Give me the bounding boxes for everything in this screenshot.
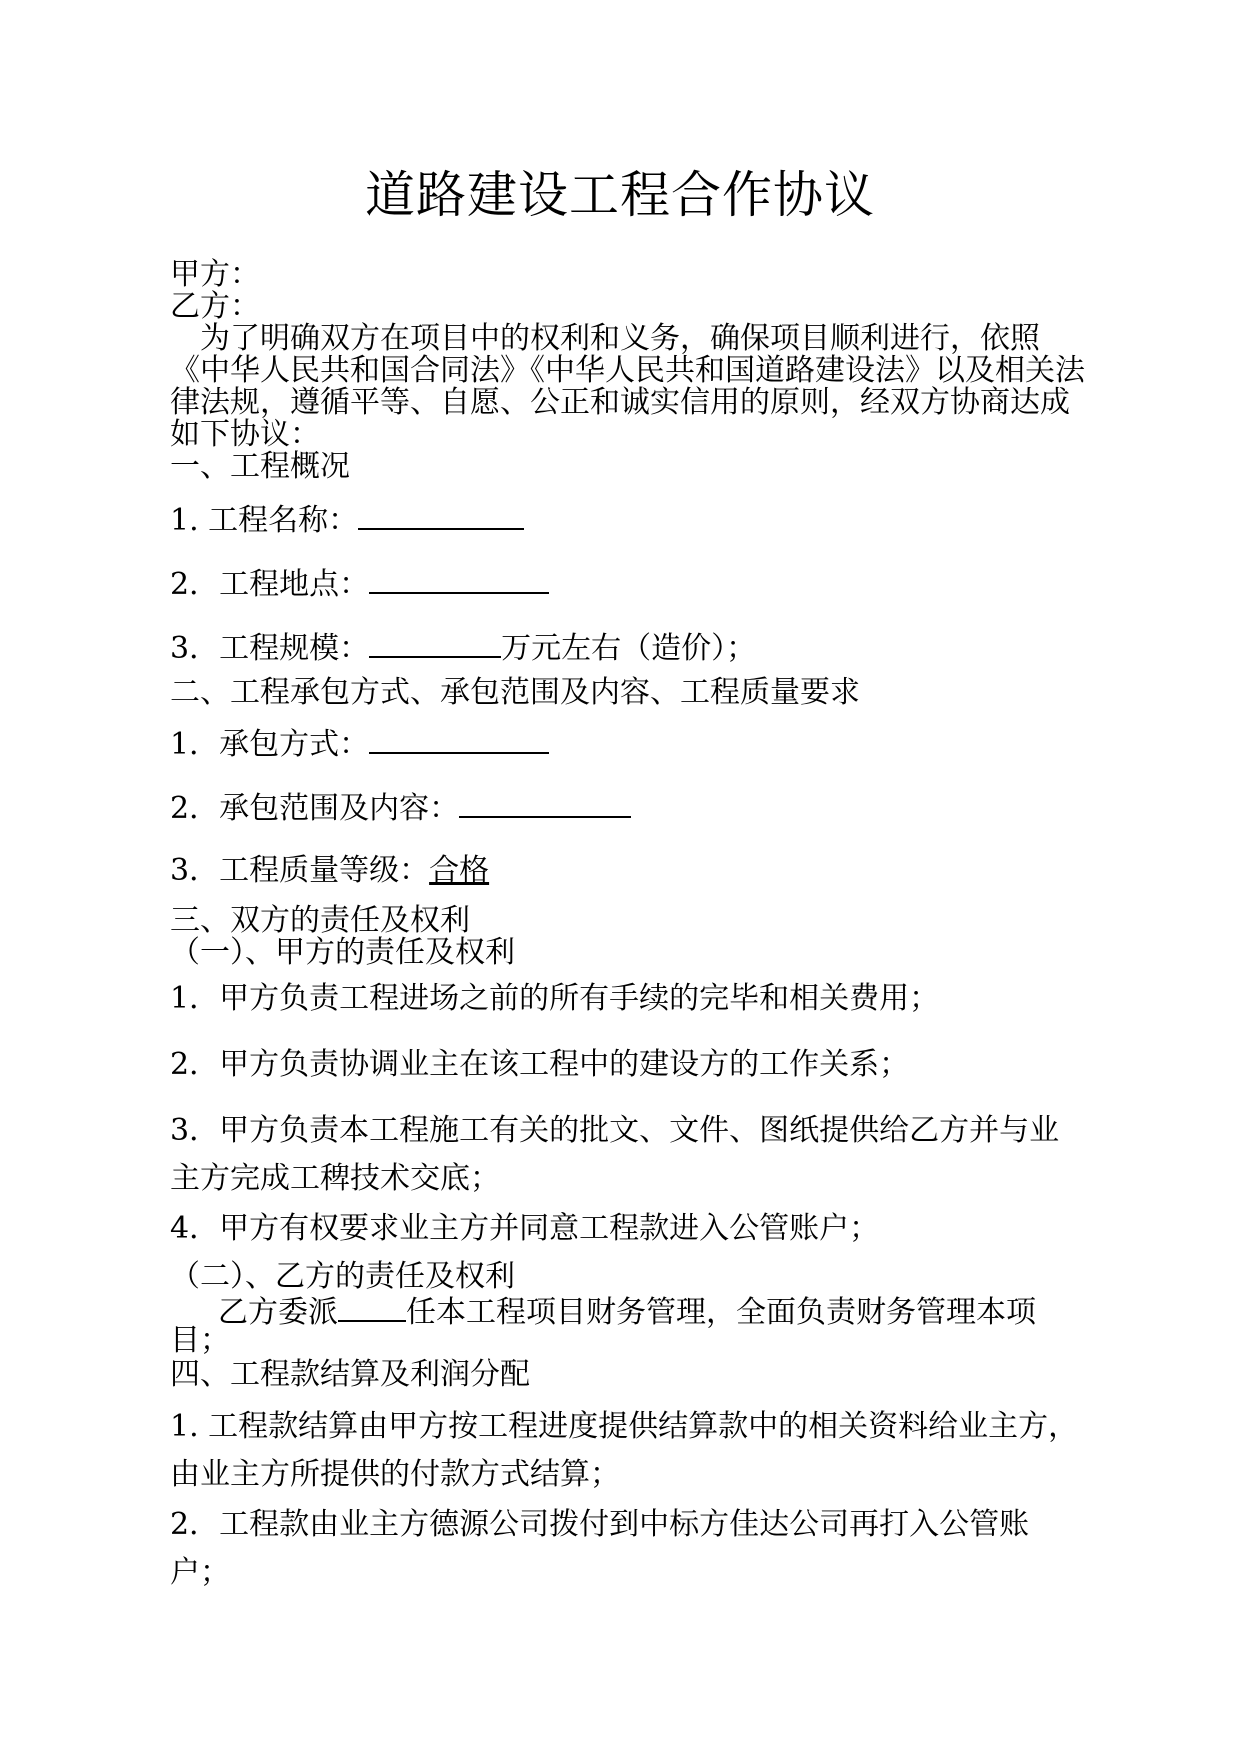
preamble-line-4: 如下协议：	[170, 417, 320, 452]
party-a-duty-1: 1．甲方负责工程进场之前的所有手续的完毕和相关费用；	[170, 981, 940, 1016]
project-location-label: 2．工程地点：	[170, 567, 370, 602]
quality-grade-value: 合格	[429, 853, 490, 888]
section-1-heading: 一、工程概况	[170, 449, 350, 484]
document-title: 道路建设工程合作协议	[365, 166, 875, 224]
contract-method-blank	[369, 722, 549, 754]
quality-grade-label: 3．工程质量等级：	[170, 853, 430, 888]
party-b-duties-heading: （二）、乙方的责任及权利	[170, 1259, 515, 1294]
project-scale-suffix: 万元左右（造价）；	[501, 631, 757, 666]
project-scale-label: 3．工程规模：	[170, 631, 370, 666]
contract-method-row	[170, 722, 549, 764]
preamble-line-1: 为了明确双方在项目中的权利和义务，确保项目顺利进行，依照	[200, 321, 1040, 356]
party-b-duty-before: 乙方委派	[218, 1295, 338, 1330]
settlement-item-1-cont: 由业主方所提供的付款方式结算；	[170, 1457, 620, 1492]
project-name-blank	[358, 498, 524, 530]
preamble-line-3: 律法规，遵循平等、自愿、公正和诚实信用的原则，经双方协商达成	[170, 385, 1070, 420]
settlement-item-2: 2．工程款由业主方德源公司拨付到中标方佳达公司再打入公管账	[170, 1507, 1030, 1542]
section-2-heading: 二、工程承包方式、承包范围及内容、工程质量要求	[170, 675, 860, 710]
contract-scope-label: 2．承包范围及内容：	[170, 791, 460, 826]
project-name-label: 1. 工程名称：	[170, 503, 359, 538]
project-name-row	[170, 498, 524, 540]
party-a-duty-3: 3．甲方负责本工程施工有关的批文、文件、图纸提供给乙方并与业	[170, 1113, 1060, 1148]
contract-scope-blank	[459, 786, 631, 818]
project-scale-row	[170, 626, 756, 668]
section-3-heading: 三、双方的责任及权利	[170, 903, 470, 938]
section-4-heading: 四、工程款结算及利润分配	[170, 1357, 530, 1392]
project-scale-blank	[369, 626, 501, 658]
contract-method-label: 1．承包方式：	[170, 727, 370, 762]
party-b-appointee-blank	[338, 1290, 406, 1322]
party-b-duty-row	[218, 1290, 1036, 1332]
party-b-duty-cont: 目；	[170, 1323, 230, 1358]
project-location-blank	[369, 562, 549, 594]
project-location-row	[170, 562, 549, 604]
party-b-duty-after: 任本工程项目财务管理，全面负责财务管理本项	[406, 1295, 1036, 1330]
party-a-duties-heading: （一）、甲方的责任及权利	[170, 935, 515, 970]
contract-scope-row	[170, 786, 631, 828]
party-a-duty-3-cont: 主方完成工稗技术交底；	[170, 1161, 500, 1196]
preamble-line-2: 《中华人民共和国合同法》《中华人民共和国道路建设法》以及相关法	[170, 353, 1085, 388]
party-a-duty-2: 2．甲方负责协调业主在该工程中的建设方的工作关系；	[170, 1047, 910, 1082]
quality-grade-row	[170, 852, 489, 890]
party-a-label: 甲方：	[170, 257, 260, 292]
party-b-label: 乙方：	[170, 289, 260, 324]
settlement-item-1: 1. 工程款结算由甲方按工程进度提供结算款中的相关资料给业主方，	[170, 1409, 1079, 1444]
party-a-duty-4: 4．甲方有权要求业主方并同意工程款进入公管账户；	[170, 1211, 880, 1246]
settlement-item-2-cont: 户；	[170, 1555, 230, 1590]
